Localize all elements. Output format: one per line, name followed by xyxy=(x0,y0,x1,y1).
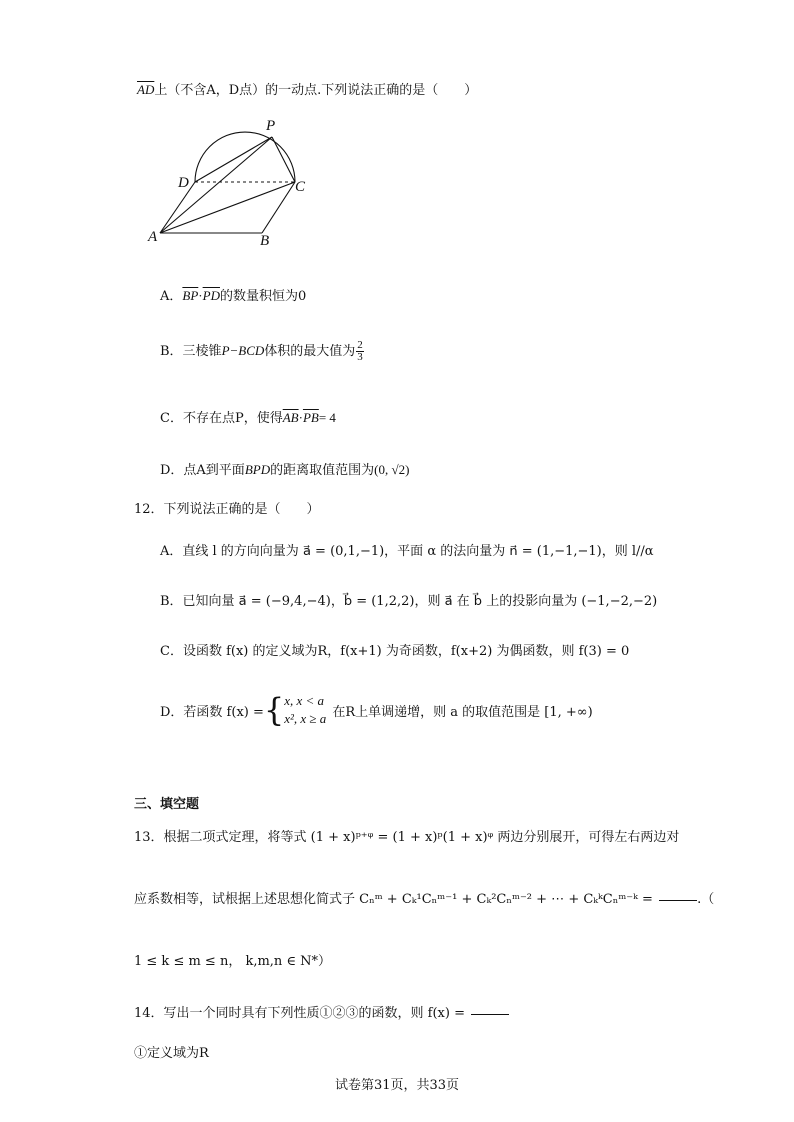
semicircle-arc xyxy=(195,132,295,182)
segment-dp xyxy=(195,137,272,182)
piecewise-brace: { xyxy=(263,691,285,729)
answer-blank-14[interactable] xyxy=(471,1014,509,1015)
segment-bc xyxy=(262,182,295,233)
q12-option-a: A．直线 l 的方向向量为 a⃗ = (0,1,−1)，平面 α 的法向量为 n⃗ = (1,−1,−1)，则 l//α xyxy=(160,544,654,559)
q11-option-d: D．点A到平面BPD的距离取值范围为(0, √2) xyxy=(160,462,410,478)
label-b: B xyxy=(260,233,270,248)
label-d: D xyxy=(178,175,189,191)
q12-stem: 12．下列说法正确的是（ ） xyxy=(134,502,320,517)
label-c: C xyxy=(295,179,306,195)
vector-ab: $\overline{AB}$ xyxy=(282,410,299,425)
q12-option-c: C．设函数 f(x) 的定义域为R，f(x+1) 为奇函数，f(x+2) 为偶函数，则 f(3) = 0 xyxy=(160,644,630,659)
q13-line3: 1 ≤ k ≤ m ≤ n， k,m,n ∈ N*） xyxy=(134,954,332,969)
segment-ap xyxy=(160,137,272,233)
label-p: P xyxy=(266,118,276,134)
q11-option-b: B．三棱锥P−BCD体积的最大值为 $\frac{2}{3}$ xyxy=(160,339,363,363)
q11-option-c: C．不存在点P，使得$\overline{AB}\cdot\overline{PB}= 4$ xyxy=(160,410,336,426)
q13-line2: 应系数相等，试根据上述思想化简式子 Cₙᵐ + Cₖ¹Cₙᵐ⁻¹ + Cₖ²Cₙᵐ⁻² + ⋯ + CₖᵏCₙᵐ⁻ᵏ = .（ xyxy=(134,892,715,907)
q11-option-a: A．$\overline{BP}\cdot\overline{PD}$的数量积恒为0 xyxy=(160,288,307,304)
solid-pbcd: P−BCD xyxy=(221,343,265,358)
answer-blank-13[interactable] xyxy=(659,900,697,901)
plane-bpd: BPD xyxy=(244,462,271,477)
q14-stem: 14．写出一个同时具有下列性质①②③的函数，则 f(x) = xyxy=(134,1002,509,1021)
fraction-two-thirds: $\frac{2}{3}$ xyxy=(357,339,363,363)
q11-continuation xyxy=(137,79,477,98)
piecewise-cases: x, x < a x², x ≥ a xyxy=(284,693,327,726)
q12-option-b: B．已知向量 a⃗ = (−9,4,−4)，b⃗ = (1,2,2)，则 a⃗ 在 b⃗ 上的投影向量为 (−1,−2,−2) xyxy=(160,594,658,609)
vector-pb: $\overline{PB}$ xyxy=(302,410,319,425)
page-footer: 试卷第31页，共33页 xyxy=(334,1078,460,1093)
q13-line1: 13．根据二项式定理，将等式 (1 + x)ᵖ⁺ᵠ = (1 + x)ᵖ(1 + x)ᵠ 两边分别展开，可得左右两边对 xyxy=(134,830,680,845)
vector-pd: $\overline{PD}$ xyxy=(202,288,220,303)
label-a: A xyxy=(148,229,158,245)
distance-range: (0, √2) xyxy=(374,462,410,477)
q11-continuation-text: 上（不含A，D点）的一动点.下列说法正确的是（ ） xyxy=(154,83,478,98)
q12-option-d: D．若函数 f(x) = { x, x < a x², x ≥ a 在R上单调递增，则 a 的取值范围是 [1, +∞) xyxy=(160,691,593,729)
vector-bp: $\overline{BP}$ xyxy=(182,288,199,303)
geometry-figure xyxy=(140,112,320,248)
arc-ad: $\overline{AD}$ xyxy=(137,82,155,97)
q14-property-1: ①定义域为R xyxy=(134,1046,209,1061)
segment-pc xyxy=(272,137,295,182)
section-title: 三、填空题 xyxy=(134,797,200,812)
